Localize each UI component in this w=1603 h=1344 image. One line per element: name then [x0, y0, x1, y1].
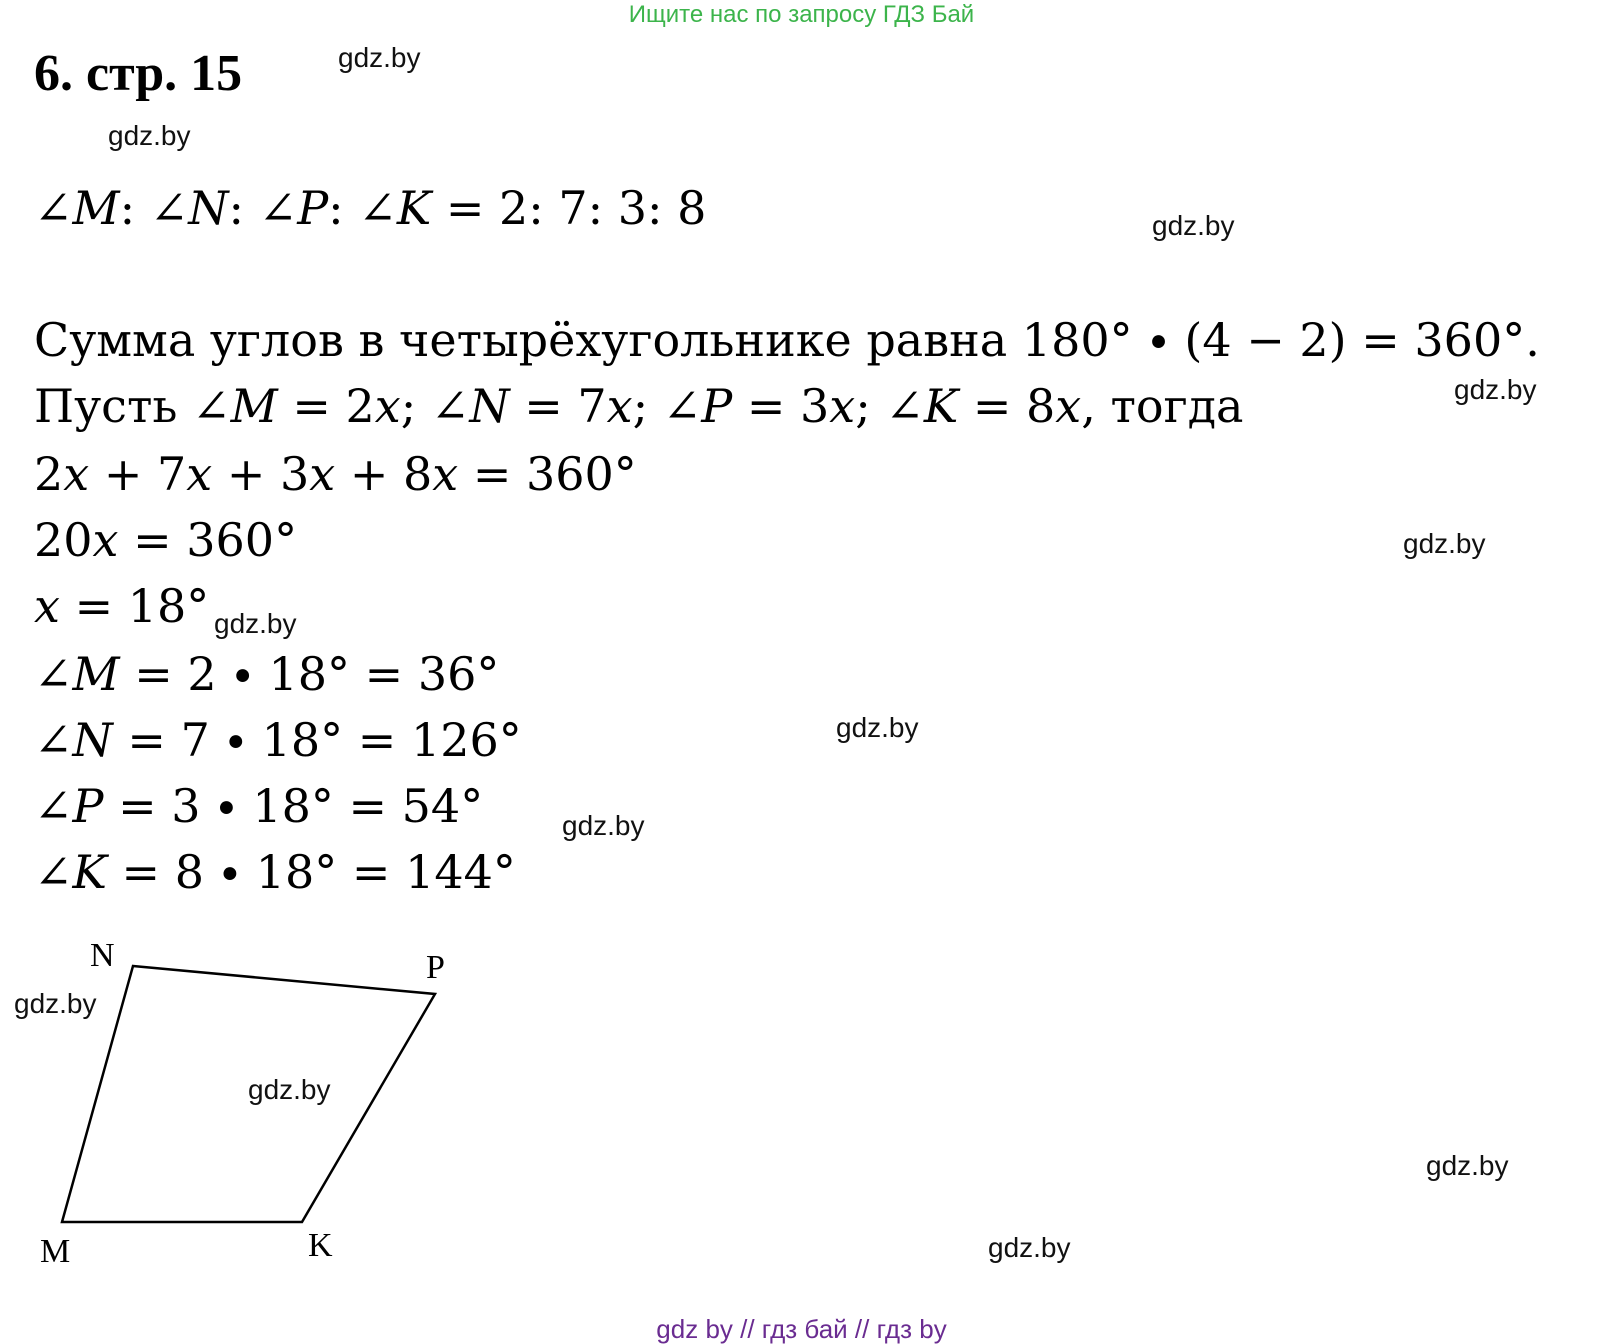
vertex-label-p: P	[426, 949, 445, 986]
watermark: gdz.by	[1426, 1150, 1509, 1181]
equation-line-2: 20𝑥 = 360°	[34, 513, 298, 567]
task-title: 6. стр. 15	[34, 45, 243, 102]
angle-ratio-line: ∠𝑀: ∠𝑁: ∠𝑃: ∠𝐾 = 2: 7: 3: 8	[34, 181, 707, 235]
angle-k-result: ∠𝐾 = 8 ∙ 18° = 144°	[34, 845, 516, 899]
vertex-label-m: M	[40, 1233, 71, 1270]
watermark: gdz.by	[1403, 528, 1486, 559]
angle-m-result: ∠𝑀 = 2 ∙ 18° = 36°	[34, 647, 500, 701]
watermark: gdz.by	[214, 608, 297, 639]
footer-links: gdz by // гдз бай // гдз by	[656, 1314, 947, 1344]
angle-sum-line: Сумма углов в четырёхугольнике равна 180° ∙ (4 − 2) = 360°.	[34, 313, 1540, 367]
vertex-label-n: N	[90, 940, 115, 974]
equation-line-3: 𝑥 = 18°	[34, 579, 210, 633]
equation-line-1: 2𝑥 + 7𝑥 + 3𝑥 + 8𝑥 = 360°	[34, 447, 637, 501]
top-banner: Ищите нас по запросу ГДЗ Бай	[628, 1, 975, 28]
watermark: gdz.by	[108, 120, 191, 151]
vertex-label-k: K	[308, 1227, 333, 1264]
watermark: gdz.by	[248, 1074, 331, 1105]
angle-n-result: ∠𝑁 = 7 ∙ 18° = 126°	[34, 713, 522, 767]
quadrilateral-mnpk	[62, 966, 435, 1222]
watermark: gdz.by	[1152, 210, 1235, 241]
watermark: gdz.by	[836, 712, 919, 743]
let-line: Пусть ∠𝑀 = 2𝑥; ∠𝑁 = 7𝑥; ∠𝑃 = 3𝑥; ∠𝐾 = 8𝑥, тогда	[34, 379, 1244, 433]
watermark: gdz.by	[338, 42, 421, 73]
angle-p-result: ∠𝑃 = 3 ∙ 18° = 54°	[34, 779, 484, 833]
watermark: gdz.by	[1454, 374, 1537, 405]
watermark: gdz.by	[562, 810, 645, 841]
watermark: gdz.by	[14, 988, 97, 1019]
watermark: gdz.by	[988, 1232, 1071, 1263]
quadrilateral-figure	[0, 940, 500, 1310]
